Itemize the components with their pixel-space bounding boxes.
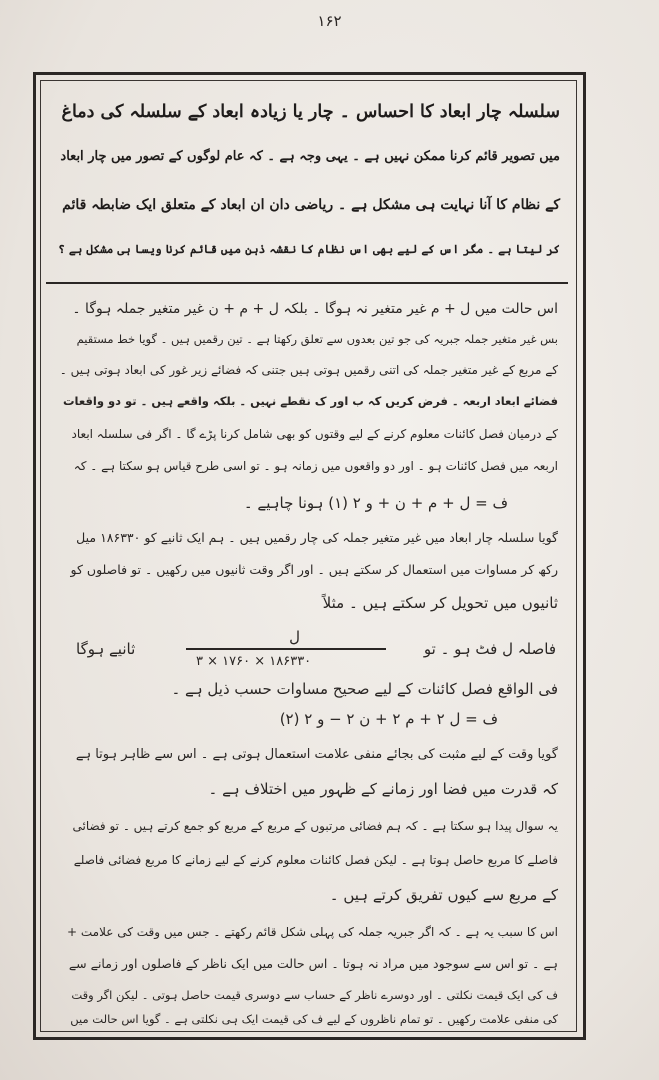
body-line: بس غیر متغیر جملہ جبریہ کی جو تین بعدوں سے تعلق رکھتا ہے ۔ تین رقمیں ہیں ۔ گویا خط مستقیم [76, 332, 558, 346]
body-line: اس حالت میں ل + م غیر متغیر نہ ہوگا ۔ بلکہ ل + م + ن غیر متغیر جملہ ہوگا ۔ [72, 301, 558, 317]
body-line: گویا وقت کے لیے مثبت کی بجائے منفی علامت استعمال ہوتی ہے ۔ اس سے ظاہر ہوتا ہے [75, 747, 558, 762]
heading-line-1: سلسلہ چار ابعاد کا احساس ۔ چار یا زیادہ ابعاد کے سلسلہ کی دماغ [61, 102, 560, 122]
heading-section [46, 86, 568, 284]
body-line: کے مربع کے غیر متغیر جملہ کی اتنی رقمیں ہوتی ہیں جتنی کہ فضائے زیر غور کی ابعاد ہوتی ہیں ۔ [59, 363, 558, 377]
body-line: کہ قدرت میں فضا اور زمانے کے ظہور میں اختلاف ہے ۔ [208, 780, 558, 798]
page-number: ۱۶۲ [317, 12, 342, 30]
body-line: فضائے ابعاد اربعہ ۔ فرض کریں کہ ب اور ک نقطے نہیں ۔ بلکہ واقعے ہیں ۔ تو دو واقعات [63, 394, 558, 408]
fraction-bar [186, 648, 386, 650]
body-line: یہ سوال پیدا ہو سکتا ہے ۔ کہ ہم فضائی مرتبوں کے مربع کے مربع کو جمع کرتے ہیں ۔ تو فضائی [72, 819, 558, 833]
body-line: فی الواقع فصل کائنات کے لیے صحیح مساوات حسب ذیل ہے ۔ [171, 680, 558, 698]
body-line: فاصلے کا مربع حاصل ہوتا ہے ۔ لیکن فصل کائنات معلوم کرنے کے لیے زمانے کا مربع فضائی فاصلے [73, 853, 558, 867]
heading-line-3: کے نظام کا آنا نہایت ہی مشکل ہے ۔ ریاضی دان ان ابعاد کے متعلق ایک ضابطہ قائم [62, 197, 560, 213]
body-line: اربعہ میں فصل کائنات ہو ۔ اور دو واقعوں میں زمانہ ہو ۔ تو اسی طرح قیاس ہو سکتا ہے ۔ کہ [73, 459, 558, 473]
fraction-lead: فاصلہ ل فٹ ہو ۔ تو [423, 640, 556, 658]
formula-2: ف = ل ۲ + م ۲ + ن ۲ − و ۲ (۲) [279, 710, 498, 728]
body-line: ف کی ایک قیمت نکلتی ۔ اور دوسرے ناظر کے حساب سے دوسری قیمت حاصل ہوتی ۔ لیکن اگر وقت [71, 988, 558, 1002]
fraction-denominator: ۱۸۶۳۳۰ × ۱۷۶۰ × ۳ [196, 654, 312, 669]
heading-line-2: میں تصویر قائم کرنا ممکن نہیں ہے ۔ یہی وجہ ہے ۔ کہ عام لوگوں کے تصور میں چار ابعاد [60, 149, 560, 164]
body-line: اس کا سبب یہ ہے ۔ کہ اگر جبریہ جملہ کی پہلی شکل قائم رکھتے ۔ جس میں وقت کی علامت + [67, 925, 558, 939]
formula-1: ف = ل + م + ن + و ۲ (۱) ہونا چاہیے ۔ [243, 494, 508, 512]
body-section [46, 290, 568, 1025]
heading-line-4: کر لیتا ہے ۔ مگر اس کے لیے بھی اس نظام کا نقشہ ذہن میں قائم کرنا ویسا ہی مشکل ہے ؟ [58, 242, 560, 256]
fraction-tail: ثانیے ہوگا [76, 640, 136, 658]
body-line: گویا سلسلہ چار ابعاد میں غیر متغیر جملہ کی چار رقمیں ہیں ۔ ہم ایک ثانیے کو ۱۸۶۳۳۰ میل [76, 530, 558, 545]
body-line: ہے ۔ تو اس سے سوجود میں مراد نہ ہوتا ۔ اس حالت میں ایک ناظر کے فاصلوں اور زمانے سے [68, 956, 558, 971]
body-line: کی منفی علامت رکھیں ۔ تو تمام ناظروں کے لیے ف کی قیمت ایک ہی نکلتی ہے ۔ گویا اس حالت میں [70, 1012, 558, 1026]
body-line: کے مربع سے کیوں تفریق کرتے ہیں ۔ [329, 886, 558, 904]
body-line: کے درمیان فصل کائنات معلوم کرنے کے لیے وقتوں کو بھی شامل کرنا پڑے گا ۔ اگر فی سلسلہ ابعاد [71, 427, 558, 441]
body-line: رکھ کر مساوات میں استعمال کر سکتے ہیں ۔ اور اگر وقت ثانیوں میں رکھیں ۔ تو فاصلوں کو [70, 562, 558, 577]
body-line: ثانیوں میں تحویل کر سکتے ہیں ۔ مثلاً [322, 594, 558, 612]
fraction-numerator: ل [289, 628, 300, 646]
